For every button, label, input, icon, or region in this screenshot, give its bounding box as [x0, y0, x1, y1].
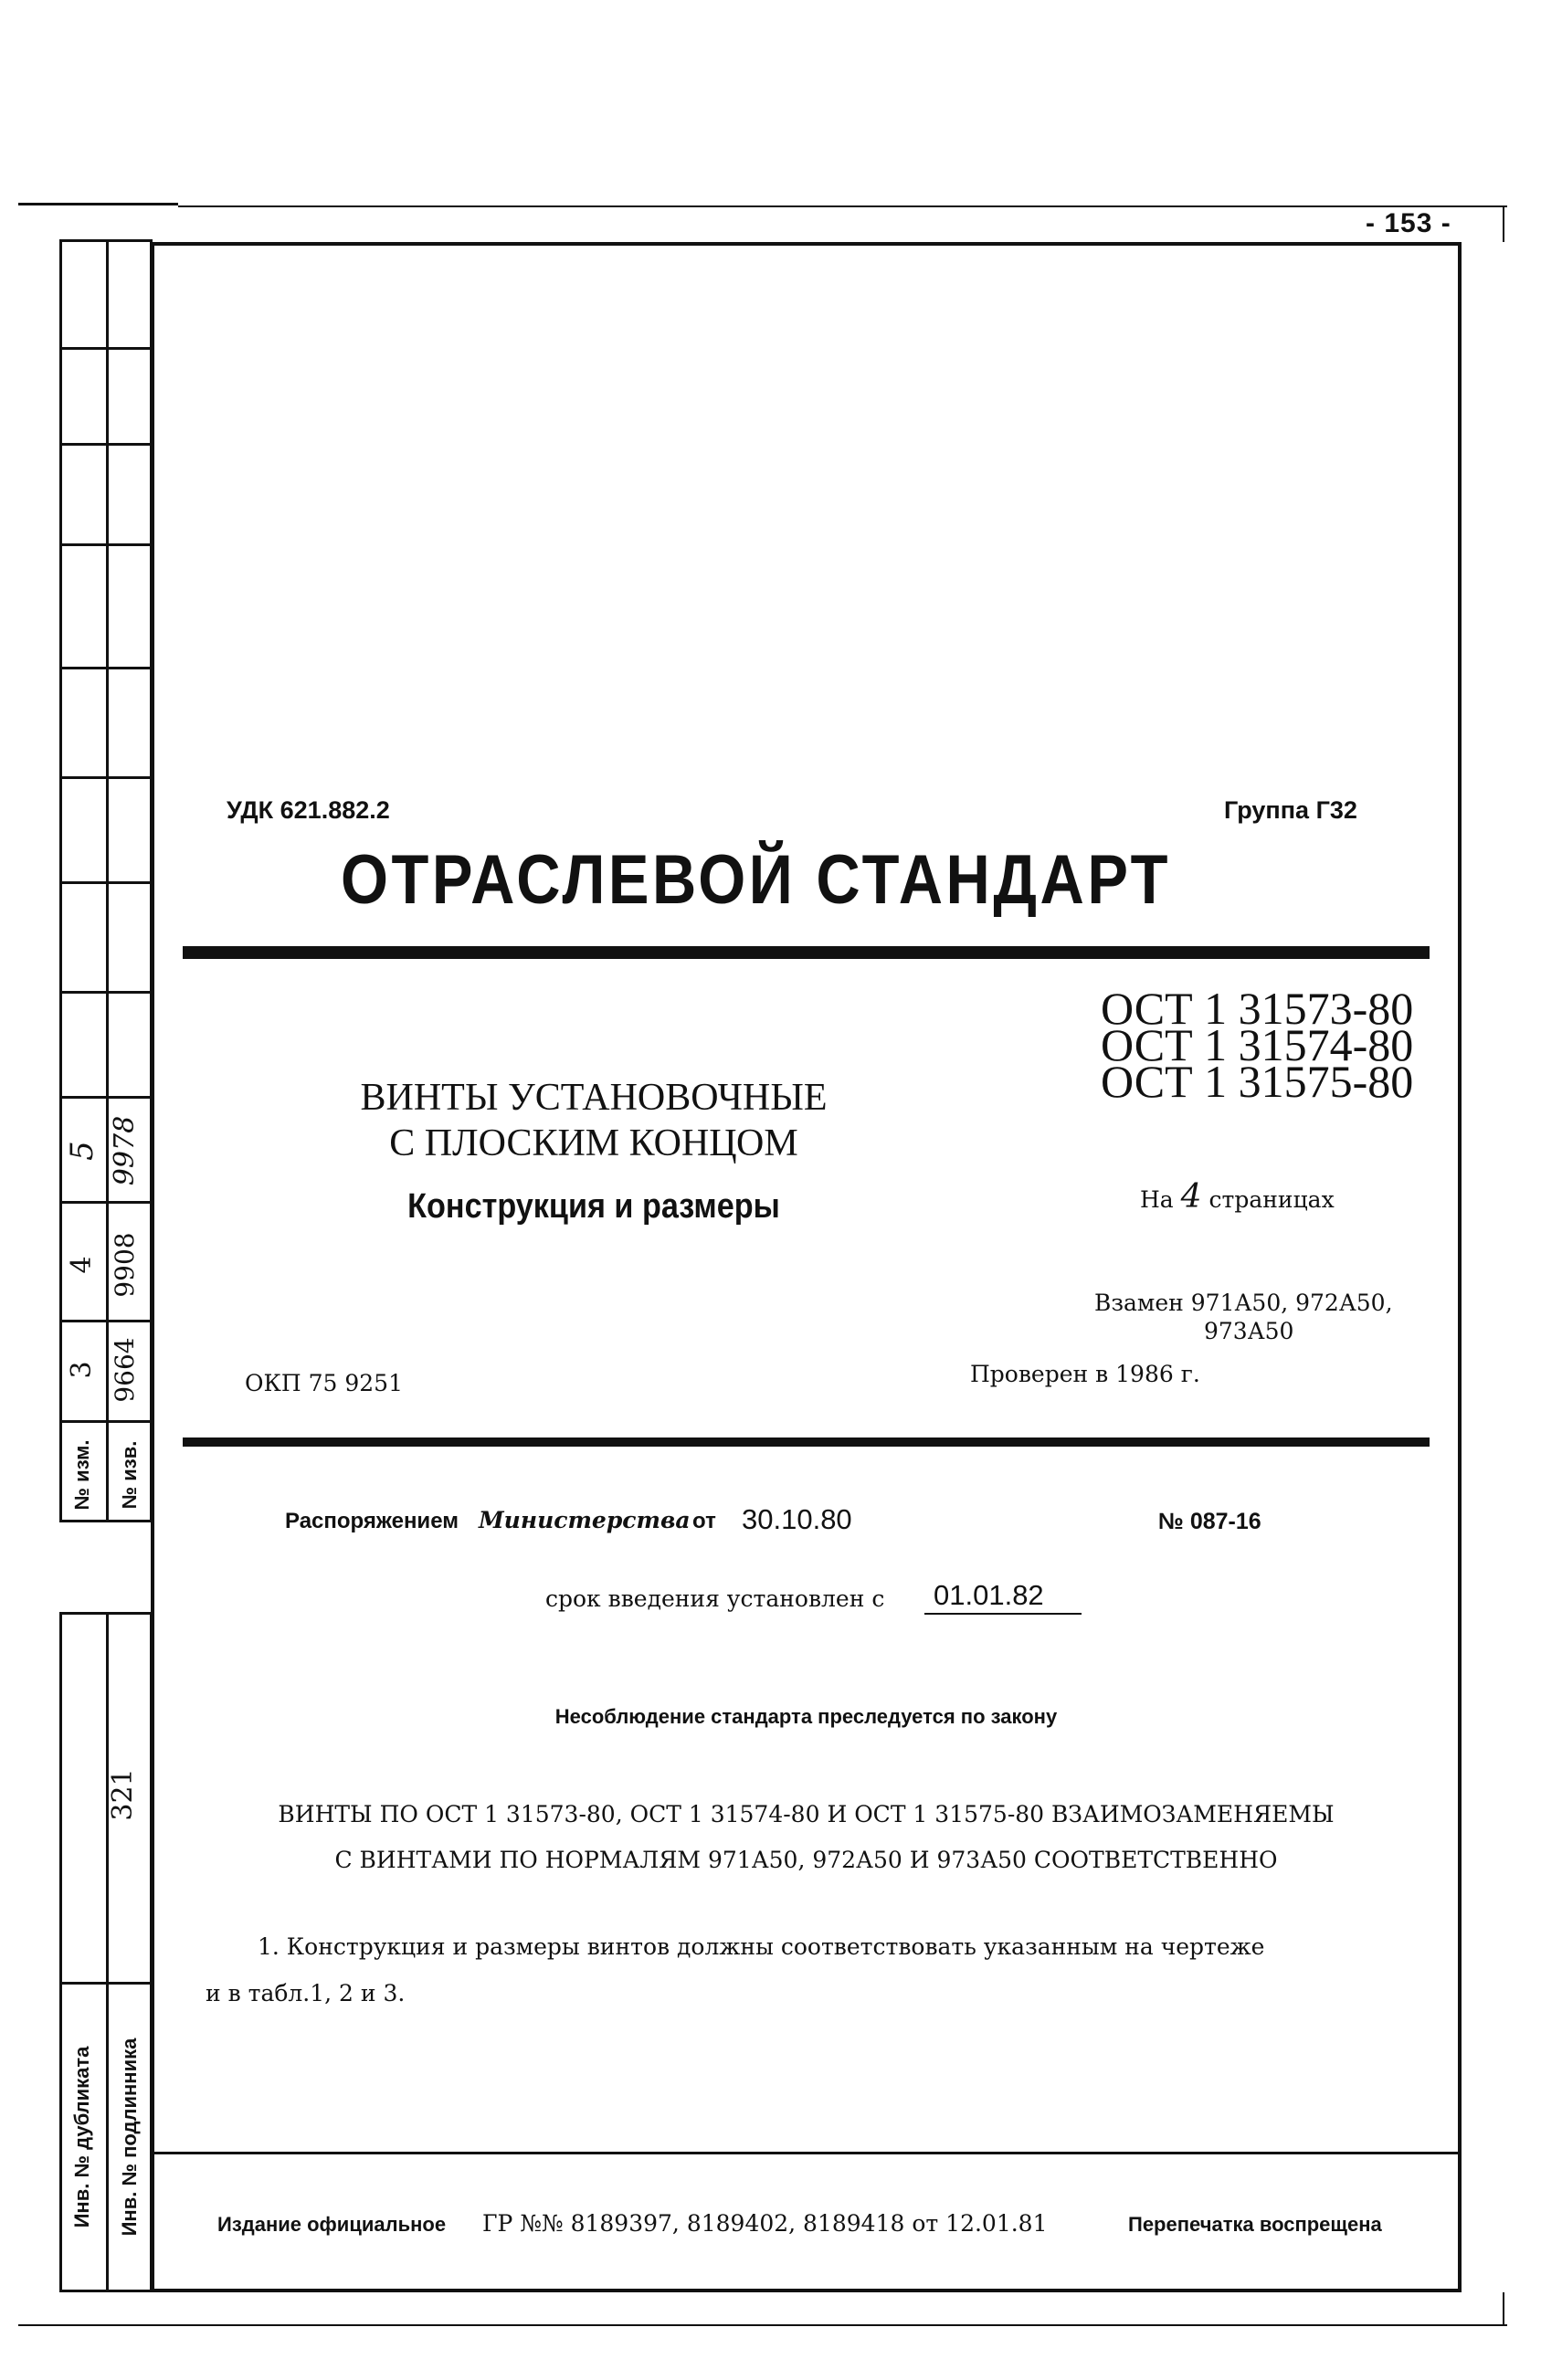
change-doc-3: 9664 [110, 1337, 140, 1403]
change-doc-label: № изв. [118, 1440, 141, 1510]
inventory-strip-divider [106, 1612, 109, 2292]
okp-code: ОКП 75 9251 [245, 1370, 403, 1396]
original-inventory-value: 321 [107, 1768, 139, 1821]
duplicate-inventory-label: Инв. № дубликата [70, 2046, 93, 2228]
change-doc-5: 9978 [109, 1115, 141, 1186]
page-count-value: 4 [1180, 1178, 1202, 1216]
order-date: 30.10.80 [742, 1503, 852, 1535]
introduction-prefix: срок введения установлен с [545, 1585, 885, 1612]
udk-code: УДК 621.882.2 [227, 796, 390, 824]
product-title-line-2: С ПЛОСКИМ КОНЦОМ [389, 1122, 798, 1164]
clause-1-line-1: 1. Конструкция и размеры винтов должны соответствовать указанным на чертеже [258, 1933, 1265, 1960]
document-type-title: ОТРАСЛЕВОЙ СТАНДАРТ [340, 841, 1171, 919]
page-number: - 153 - [1366, 208, 1451, 238]
ost-number-1: ОСТ 1 31573-80 [1101, 983, 1414, 1034]
page-count-prefix: На [1140, 1186, 1174, 1213]
order-from: от [692, 1509, 716, 1533]
top-right-vrule [1503, 205, 1504, 242]
top-rule [178, 205, 1507, 207]
order-prefix: Распоряжением [285, 1509, 459, 1533]
order-ministry: Министерства [479, 1507, 691, 1533]
order-number: № 087-16 [1158, 1509, 1261, 1534]
change-number-label: № изм. [70, 1439, 93, 1511]
page-count [1140, 1178, 1335, 1216]
bottom-right-vrule [1503, 2292, 1504, 2325]
clause-1-line-2: и в табл.1, 2 и 3. [206, 1980, 406, 2006]
bottom-rule [18, 2324, 1507, 2326]
checked-note: Проверен в 1986 г. [970, 1361, 1200, 1387]
footer-registration: ГР №№ 8189397, 8189402, 8189418 от 12.01.81 [482, 2210, 1048, 2237]
interchange-line-2: С ВИНТАМИ ПО НОРМАЛЯМ 971А50, 972А50 И 973А50 СООТВЕТСТВЕННО [334, 1847, 1278, 1873]
group-code: Группа Г32 [1224, 796, 1357, 824]
footer-official-edition: Издание официальное [217, 2213, 447, 2236]
replaces-line-1: Взамен 971А50, 972А50, [1094, 1290, 1393, 1316]
product-subtitle: Конструкция и размеры [407, 1187, 780, 1226]
introduction-date: 01.01.82 [934, 1579, 1044, 1611]
ost-number-2: ОСТ 1 31574-80 [1101, 1019, 1414, 1070]
original-inventory-label: Инв. № подлинника [118, 2038, 141, 2237]
ost-number-3: ОСТ 1 31575-80 [1101, 1056, 1414, 1107]
product-title-line-1: ВИНТЫ УСТАНОВОЧНЫЕ [360, 1077, 828, 1119]
change-doc-4: 9908 [110, 1232, 140, 1298]
interchange-line-1: ВИНТЫ ПО ОСТ 1 31573-80, ОСТ 1 31574-80 И ОСТ 1 31575-80 ВЗАИМОЗАМЕНЯЕМЫ [278, 1801, 1335, 1827]
change-number-5: 5 [64, 1141, 100, 1161]
footer-reprint-notice: Перепечатка воспрещена [1128, 2213, 1382, 2236]
middle-thick-rule [183, 1437, 1430, 1447]
law-notice: Несоблюдение стандарта преследуется по закону [554, 1705, 1058, 1728]
change-number-4: 4 [66, 1256, 98, 1274]
replaces-line-2: 973А50 [1204, 1318, 1294, 1344]
footer-rule [151, 2152, 1462, 2154]
change-number-3: 3 [66, 1361, 98, 1379]
header-thick-rule [183, 946, 1430, 959]
page-count-suffix: страницах [1208, 1186, 1335, 1213]
introduction-date-underline [924, 1613, 1082, 1615]
top-rule-left [18, 203, 178, 205]
